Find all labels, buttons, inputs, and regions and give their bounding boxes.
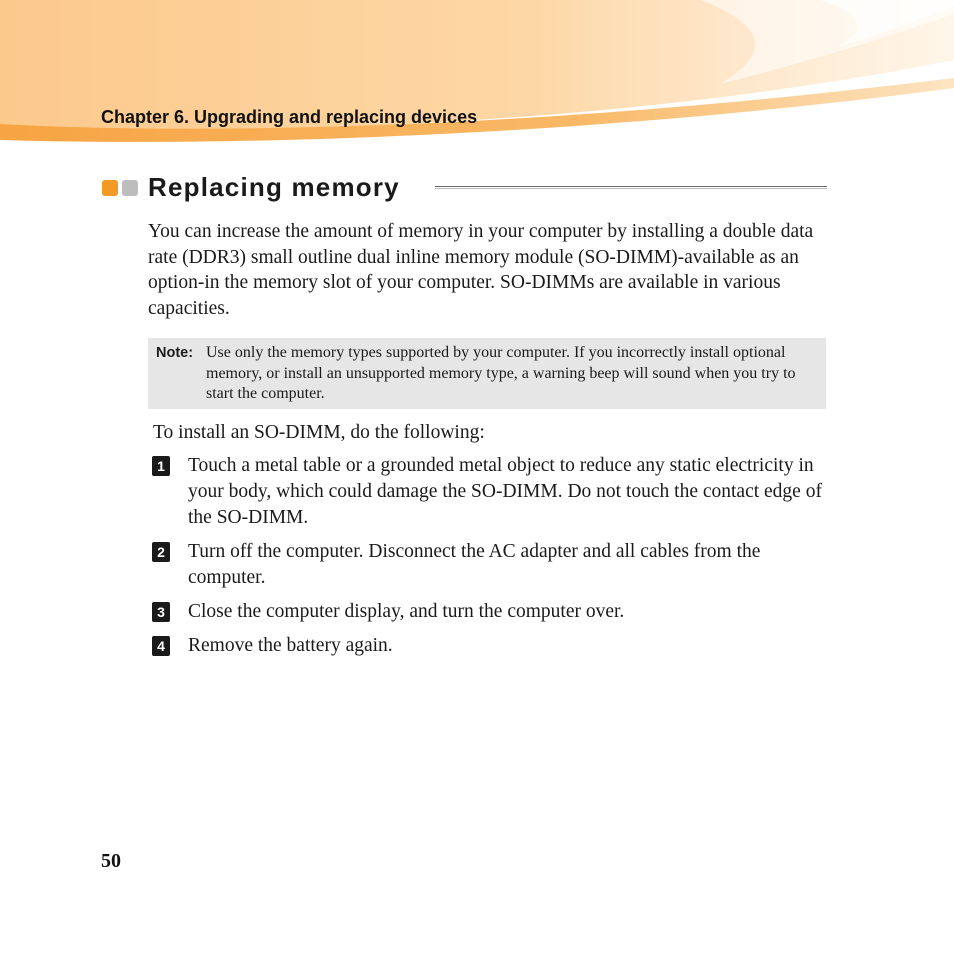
step-item: [152, 539, 832, 591]
step-item: [152, 633, 832, 659]
section-title: Replacing memory: [148, 172, 400, 202]
step-text: Turn off the computer. Disconnect the AC adapter and all cables from the computer.: [188, 541, 761, 588]
intro-paragraph: You can increase the amount of memory in your computer by installing a double data rate (DDR3) small outline dual inline memory module (SO-DIMM)-available as an option-in the memory slot of your computer. SO-DIMMs are available in various capacities.: [148, 221, 814, 319]
note-box: [148, 338, 826, 409]
section-header: [101, 170, 827, 206]
steps-list: [152, 453, 832, 667]
page-number: 50: [101, 850, 121, 872]
chapter-title: Chapter 6. Upgrading and replacing devices: [101, 107, 478, 127]
step-number-icon: 4: [152, 636, 170, 656]
note-text: Use only the memory types supported by your computer. If you incorrectly install optional memory, or install an unsupported memory type, a warning beep will sound when you try to start the computer.: [206, 344, 796, 402]
step-item: [152, 453, 832, 531]
step-text: Remove the battery again.: [188, 635, 393, 656]
step-number-icon: 2: [152, 542, 170, 562]
step-item: [152, 599, 832, 625]
step-text: Touch a metal table or a grounded metal object to reduce any static electricity in your body, which could damage the SO-DIMM. Do not touch the contact edge of the SO-DIMM.: [188, 455, 822, 528]
note-label: Note:: [156, 345, 194, 361]
step-text: Close the computer display, and turn the computer over.: [188, 601, 625, 622]
title-rule: [435, 186, 827, 189]
step-number-icon: 3: [152, 602, 170, 622]
double-square-bullet-icon: [101, 179, 141, 197]
step-number-icon: 1: [152, 456, 170, 476]
steps-lead: To install an SO-DIMM, do the following:: [153, 422, 485, 443]
